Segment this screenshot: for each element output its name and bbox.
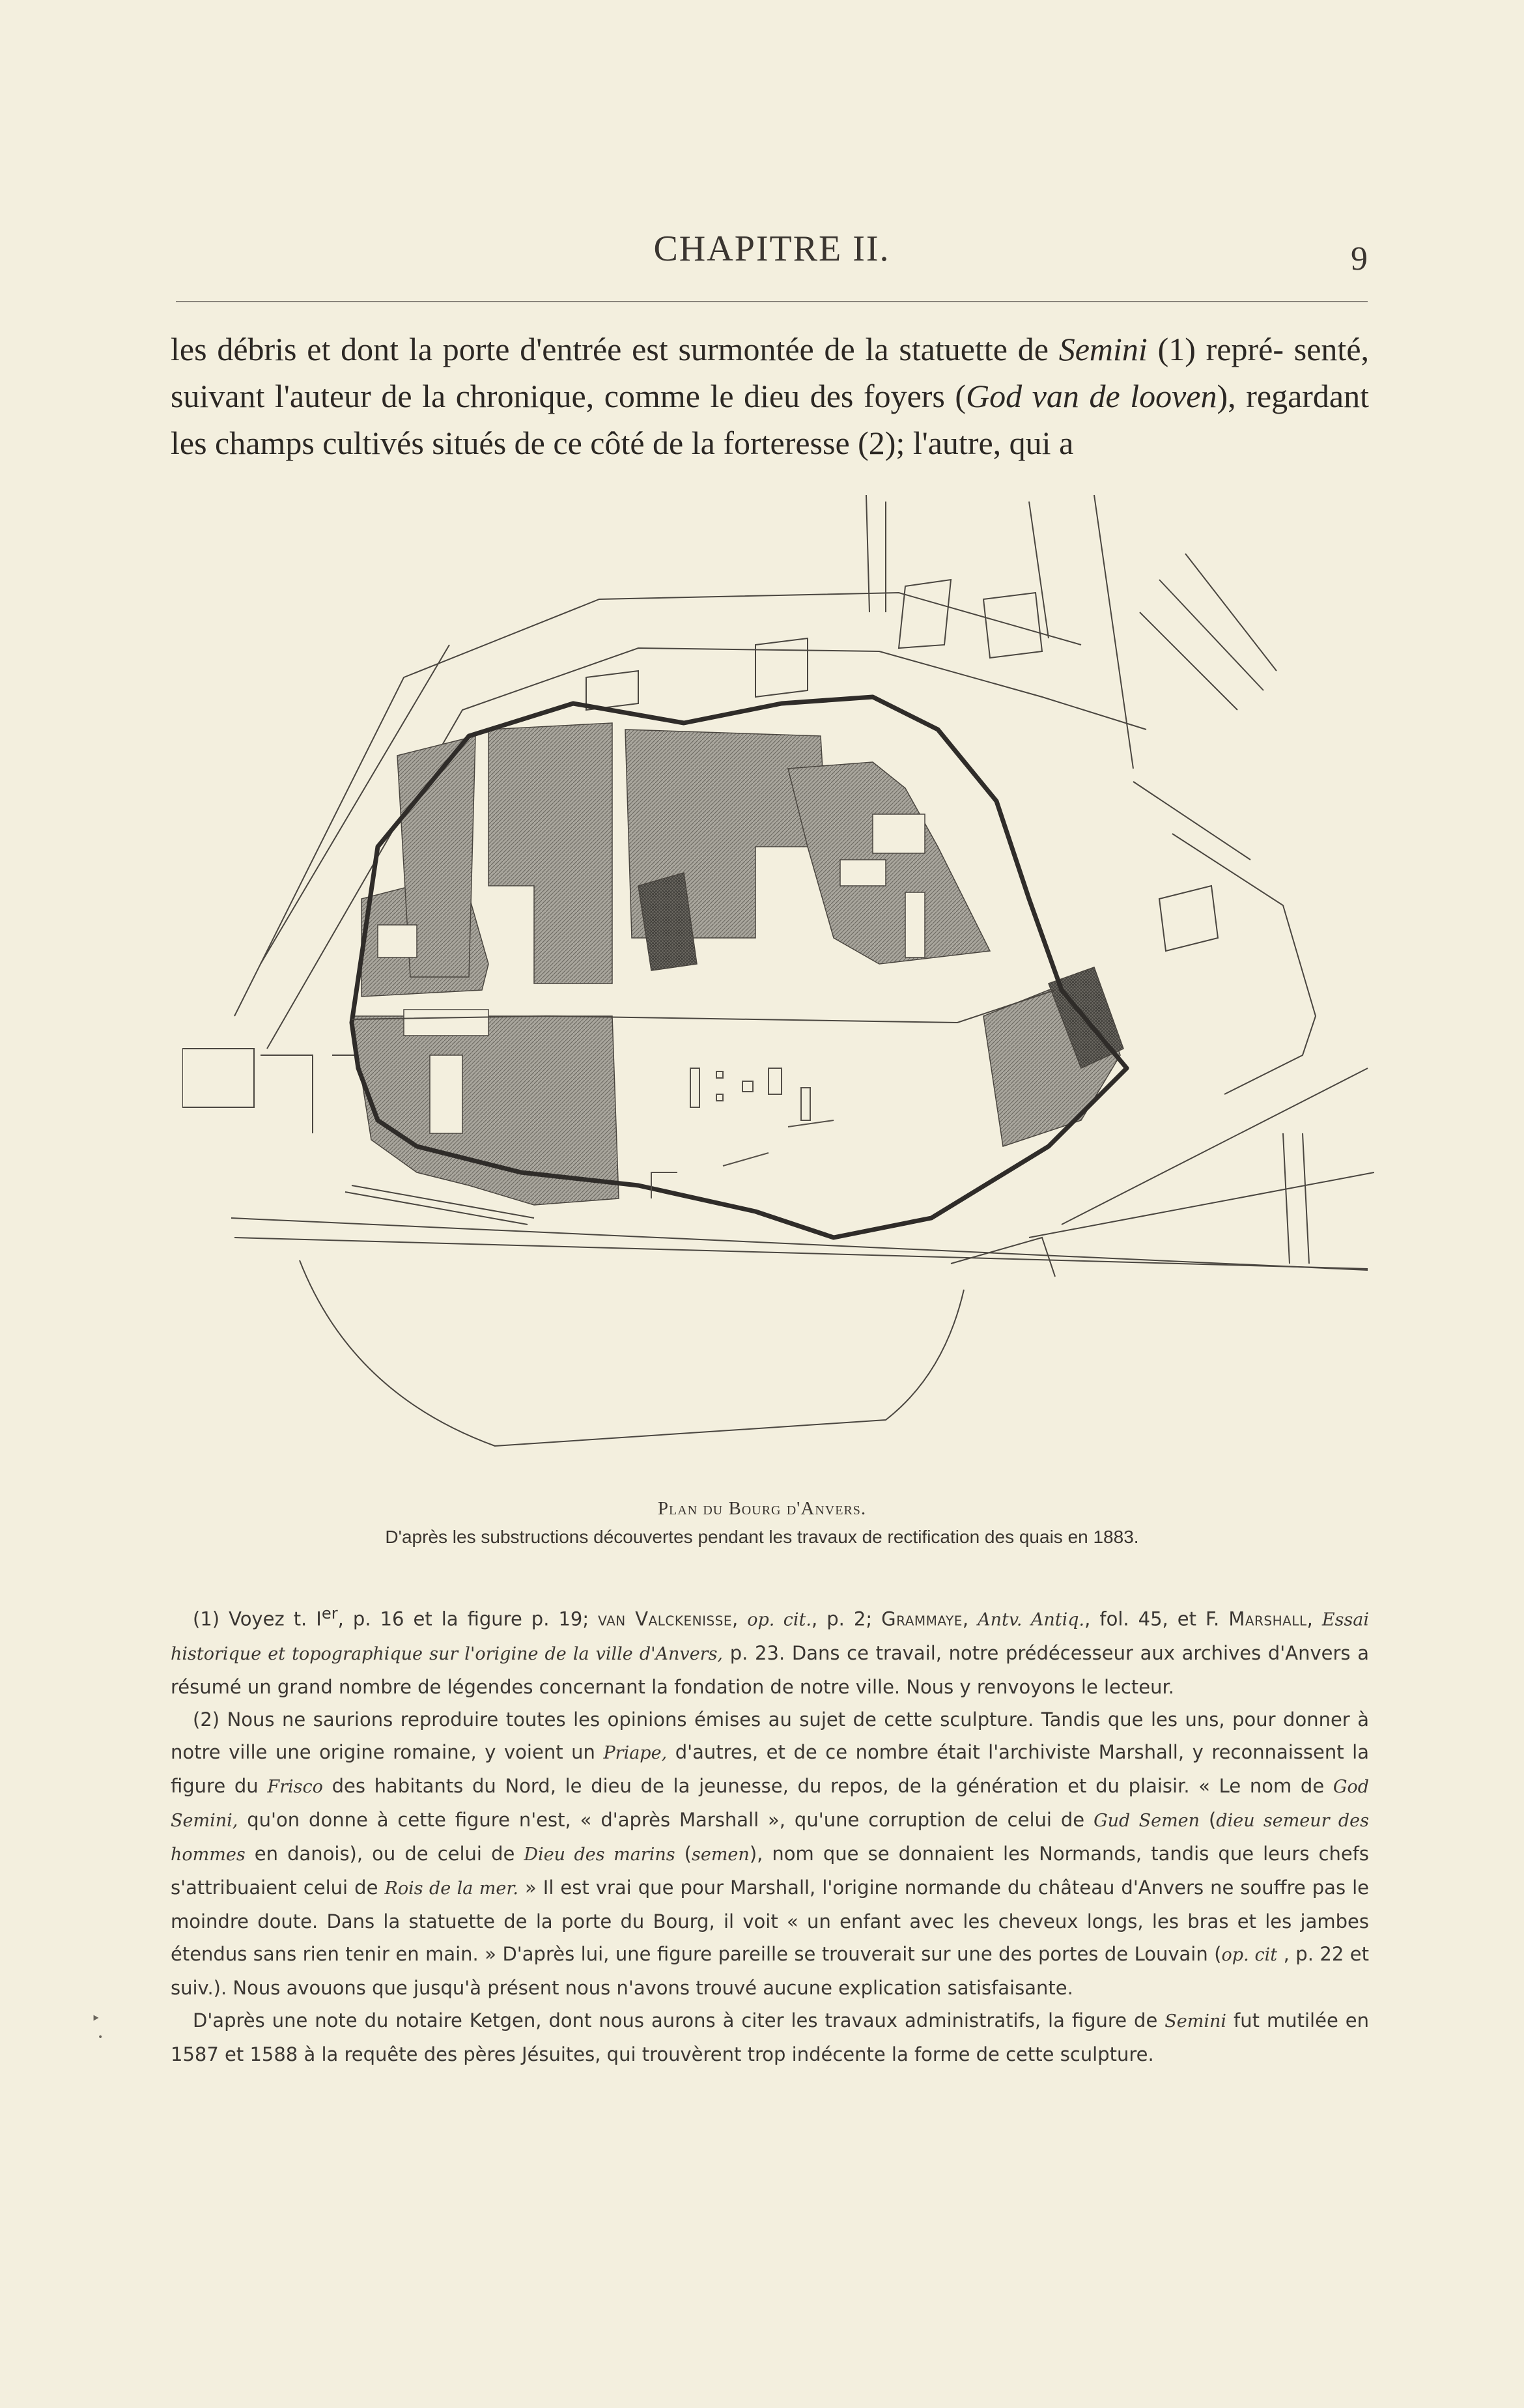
note-italic: Rois de la mer. <box>384 1878 518 1899</box>
note-italic: Dieu des marins <box>524 1844 675 1865</box>
lead-italic: God van de looven <box>966 378 1217 414</box>
note-text: p. 23. Dans ce travail, notre prédécesseur aux archives d'Anvers a résumé un grand nombre de légendes concernant la fondation de notre ville. Nous y renvoyons le lecteur. <box>171 1641 1369 1698</box>
note-text: , p. 2; <box>811 1608 882 1630</box>
note-italic: dieu semeur des hommes <box>171 1810 1369 1865</box>
lead-paragraph <box>171 326 1369 466</box>
note-text: , p. 22 et suiv.). Nous avouons que jusqu'à présent nous n'avons trouvé aucune explication satisfaisante. <box>171 1942 1369 1999</box>
figure-caption-subtitle: D'après les substructions découvertes pendant les travaux de rectification des quais en 1883. <box>385 1527 1139 1547</box>
chapter-title: CHAPITRE II. <box>653 229 890 269</box>
note-italic: God Semini, <box>171 1776 1369 1831</box>
footnote-3 <box>171 2004 1369 2071</box>
footnote-2 <box>171 1703 1369 2004</box>
lead-text: senté, suivant l'auteur de la chronique, comme le dieu des foyers ( <box>171 331 1370 414</box>
figure-caption-title: Plan du Bourg d'Anvers. <box>657 1498 867 1519</box>
note-italic: Essai historique et topographique sur l'origine de la ville d'Anvers, <box>171 1609 1370 1664</box>
note-text: » Il est vrai que pour Marshall, l'origine normande du château d'Anvers ne souffre pas le moindre doute. Dans la statuette de la porte du Bourg, il voit « un enfant avec les cheveux longs, les bras et les jambes étendus sans rien tenir en main. » D'après lui, une figure pareille se trouverait sur une des portes de Louvain ( <box>171 1876 1370 1965</box>
author-name: van Valckenisse <box>598 1608 733 1630</box>
note-italic: op. cit. <box>747 1609 811 1630</box>
author-name: Grammaye <box>881 1608 963 1630</box>
note-text: ), nom que se donnaient les Normands, tandis que leurs chefs s'attribuaient celui de <box>171 1842 1370 1899</box>
note-text: ( <box>1200 1808 1217 1831</box>
note-text: qu'on donne à cette figure n'est, « d'après Marshall », qu'une corruption de celui de <box>238 1808 1094 1831</box>
running-header <box>176 228 1368 306</box>
note-text: d'autres, et de ce nombre était l'archiviste Marshall, y reconnaissent la figure du <box>171 1740 1370 1797</box>
lead-text: les débris et dont la porte d'entrée est surmontée de la statuette de <box>171 331 1059 367</box>
note-text: fut mutilée en 1587 et 1588 à la requête des pères Jésuites, qui trouvèrent trop indécente la forme de cette sculpture. <box>171 2009 1369 2065</box>
note-text: , p. 16 et la figure p. 19; <box>337 1608 599 1630</box>
bourg-plan-map <box>182 482 1374 1472</box>
note-text: , <box>962 1608 978 1630</box>
footnote-1 <box>171 1597 1369 1703</box>
note-italic: Frisco <box>267 1776 323 1797</box>
note-italic: Gud Semen <box>1094 1810 1200 1831</box>
lead-text: ), <box>1217 378 1236 414</box>
page-number: 9 <box>1351 240 1368 277</box>
author-name: Marshall <box>1228 1608 1307 1630</box>
lead-italic: Semini <box>1058 331 1148 367</box>
note-text: , <box>732 1608 748 1630</box>
note-sup: er <box>321 1604 338 1622</box>
note-text: D'après une note du notaire Ketgen, dont nous aurons à citer les travaux administratifs, la figure de <box>193 2009 1165 2032</box>
note-text: des habitants du Nord, le dieu de la jeunesse, du repos, de la génération et du plaisir. « Le nom de <box>322 1774 1333 1797</box>
note-text: en danois), ou de celui de <box>245 1842 524 1865</box>
note-text: ( <box>675 1842 692 1865</box>
note-italic: Priape, <box>603 1742 668 1763</box>
lead-text: regardant les champs cultivés situés de ce côté de la forteresse (2); l'autre, qui a <box>171 378 1370 461</box>
note-italic: Semini <box>1164 2011 1227 2032</box>
lead-text: (1) repré- <box>1147 331 1284 367</box>
header-rule <box>176 301 1368 302</box>
note-italic: op. cit <box>1221 1944 1278 1965</box>
note-italic: semen <box>692 1844 750 1865</box>
footnotes <box>171 1597 1369 2071</box>
page-speck-mark: • <box>98 2032 104 2043</box>
note-italic: Antv. Antiq. <box>978 1609 1085 1630</box>
note-text: (2) Nous ne saurions reproduire toutes les opinions émises au sujet de cette sculpture. Tandis que les uns, pour donner à notre ville une origine romaine, y voient un <box>171 1708 1369 1763</box>
note-text: , fol. 45, et F. <box>1084 1608 1229 1630</box>
note-text: , <box>1306 1608 1322 1630</box>
note-text: (1) Voyez t. I <box>193 1608 322 1630</box>
page-speck-mark: ‣ <box>91 2009 101 2028</box>
